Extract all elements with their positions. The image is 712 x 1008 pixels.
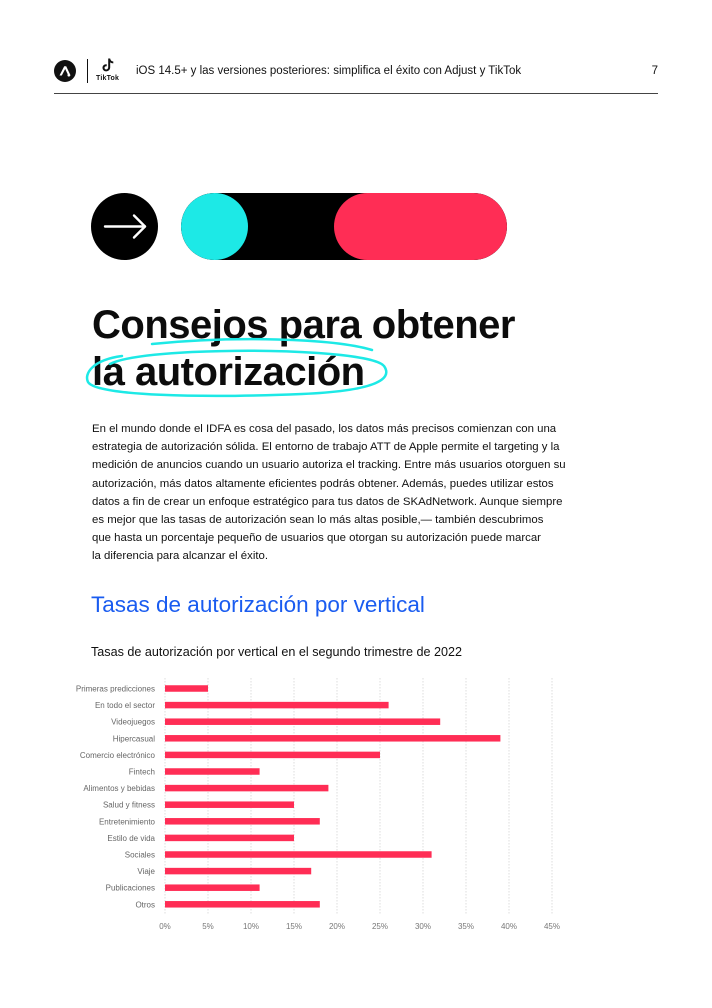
x-tick-label: 20% [328,922,346,931]
x-tick-label: 5% [202,922,214,931]
bar [165,735,500,742]
bar [165,685,208,692]
category-label: En todo el sector [94,701,155,711]
bar [165,868,311,875]
category-label: Primeras predicciones [75,684,155,694]
bar [165,768,260,775]
intro-line: que hasta un porcentaje pequeño de usuarios que otorgan su autorización puede marcar [92,532,541,545]
bar [165,785,328,792]
section-heading: Tasas de autorización por vertical [91,592,425,617]
bar [165,801,294,808]
intro-line: datos a fin de crear un enfoque estratégico para tus datos de SKAdNetwork. Aunque siempre [92,495,563,508]
bar [165,835,294,842]
x-tick-label: 45% [543,922,561,931]
intro-paragraph [92,420,592,566]
bar [165,818,320,825]
tiktok-wordmark: TikTok [96,75,120,82]
intro-line: la diferencia para alcanzar el éxito. [92,550,269,563]
tiktok-logo-icon [102,58,114,72]
category-label: Sociales [124,850,155,860]
intro-line: medición de anuncios cuando un usuario autoriza el tracking. Entre más usuarios otorguen su [92,459,566,472]
category-label: Videojuegos [111,717,155,727]
bar [165,851,432,858]
x-tick-label: 35% [457,922,475,931]
red-pill [334,193,507,260]
decorative-pill [181,193,507,260]
tiktok-logo [96,58,122,86]
x-tick-label: 15% [285,922,303,931]
intro-line: En el mundo donde el IDFA es cosa del pasado, los datos más precisos comienzan con una [92,423,557,435]
arrow-circle [91,193,158,260]
x-tick-label: 25% [371,922,389,931]
category-label: Otros [135,900,155,910]
x-tick-label: 10% [242,922,260,931]
adjust-logo-icon [54,60,76,82]
category-label: Viaje [137,867,155,877]
x-tick-label: 40% [500,922,518,931]
title-line-2: la autorización [92,350,365,394]
bar [165,901,320,908]
category-label: Salud y fitness [102,800,155,810]
bar-chart [0,670,712,945]
intro-line: autorización, más datos altamente eficientes podrás obtener. Además, puedes utilizar estos [92,477,554,490]
bar [165,884,260,891]
bar [165,718,440,725]
highlight-scribble [82,336,402,406]
bar [165,702,389,709]
cyan-circle [181,193,248,260]
chart-title: Tasas de autorización por vertical en el segundo trimestre de 2022 [91,645,463,659]
intro-line: es mejor que las tasas de autorización sean lo más altas posible,— también descubrimos [92,514,544,527]
header-title: iOS 14.5+ y las versiones posteriores: simplifica el éxito con Adjust y TikTok [136,65,522,77]
category-label: Entretenimiento [98,817,155,827]
arrow-right-icon [91,193,158,260]
x-tick-label: 0% [159,922,171,931]
page-number: 7 [651,65,658,77]
category-label: Hipercasual [112,734,155,744]
x-tick-label: 30% [414,922,432,931]
category-label: Publicaciones [105,883,155,893]
title-line-1: Consejos para obtener [92,303,515,347]
category-label: Comercio electrónico [79,750,155,760]
page-header [54,58,658,92]
category-label: Alimentos y bebidas [83,784,155,794]
bar [165,752,380,759]
category-label: Estilo de vida [107,833,155,843]
header-divider [54,93,658,94]
logo-divider [87,59,88,83]
category-label: Fintech [128,767,155,777]
intro-line: estrategia de autorización sólida. El entorno de trabajo ATT de Apple permite el targeting y la [92,441,560,454]
